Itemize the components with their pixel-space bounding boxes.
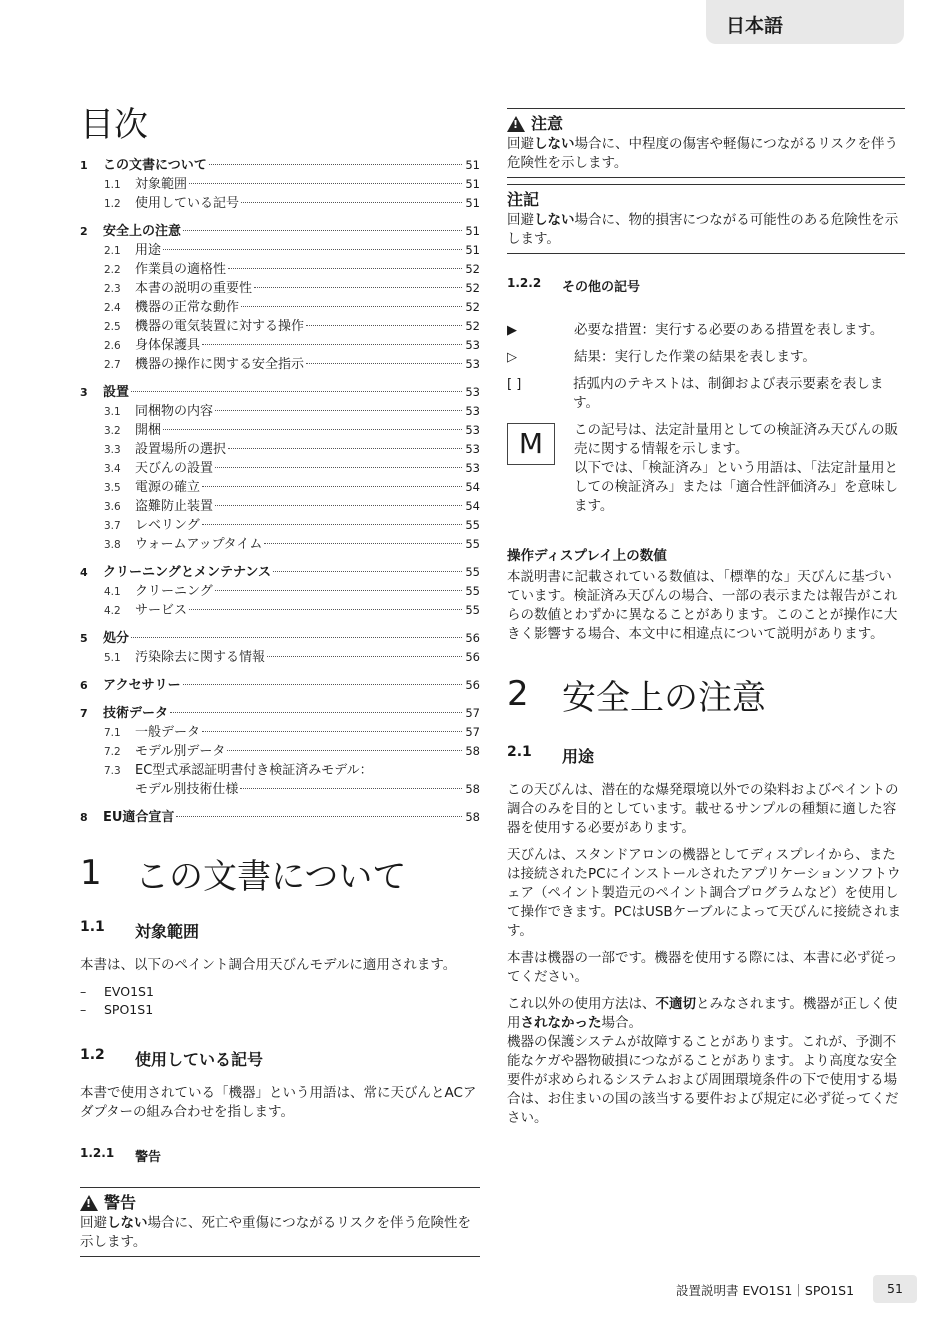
toc-group [80,808,480,827]
toc-subentry[interactable]: 7.2 モデル別データ 58 [104,744,480,759]
intended-use-para: この天びんは、潜在的な爆発環境以外での染料およびペイントの調合のみを目的としています。載せるサンプルの種類に適した容器を使用する必要があります。 [507,782,899,836]
toc-subentry[interactable]: 3.7 レベリング 55 [104,518,480,533]
action-arrow-icon: ▶ [507,323,517,338]
section-2-1-heading: 2.1 用途 [507,744,595,766]
model-item: – SPO1S1 [80,1002,154,1017]
scope-text: 本書は、以下のペイント調合用天びんモデルに適用されます。 [80,957,457,973]
symbol-row: ▷ 結果：実行した作業の結果を表します。 [507,349,816,365]
toc-subentry[interactable]: 3.6 盗難防止装置 54 [104,499,480,514]
toc-subentry-cont[interactable]: モデル別技術仕様 58 [135,782,480,797]
model-item: – EVO1S1 [80,984,154,999]
toc-subentry[interactable]: 3.2 開梱 53 [104,423,480,438]
toc-group [80,704,480,799]
page-number: 51 [873,1275,917,1303]
section-1-heading: 1 この文書について [80,853,407,897]
manual-part-para: 本書は機器の一部です。機器を使用する際には、本書に必ず従ってください。 [507,950,898,985]
symbol-row: ▶ 必要な措置：実行する必要のある措置を表します。 [507,322,884,338]
toc-subentry[interactable]: 2.5 機器の電気装置に対する操作 52 [104,319,480,334]
symbol-row: [ ] 括弧内のテキストは、制御および表示要素を表します。 [507,376,884,411]
toc-subentry[interactable]: 2.3 本書の説明の重要性 52 [104,281,480,296]
bracket-icon: [ ] [507,377,522,392]
result-arrow-icon: ▷ [507,350,517,365]
section-1-2-2-heading: 1.2.2 その他の記号 [507,276,641,295]
right-column [507,108,905,1136]
caution-triangle-icon: ! [507,116,525,132]
toc-entry[interactable]: 4 クリーニングとメンテナンス 55 [80,565,480,580]
toc-subentry[interactable]: 2.7 機器の操作に関する安全指示 53 [104,357,480,372]
section-1-1-heading: 1.1 対象範囲 [80,919,200,941]
operation-para: 天びんは、スタンドアロンの機器としてディスプレイから、または接続されたPCにインストールされたアプリケーションソフトウェア（ペイント製造元のペイント調合プログラムなど）を使用して操作できます。PCはUSBケーブルによって天びんに接続されます。 [507,847,901,939]
toc-subentry[interactable]: 1.2 使用している記号 51 [104,196,480,211]
toc-subentry[interactable]: 3.4 天びんの設置 53 [104,461,480,476]
toc-subentry[interactable]: 3.3 設置場所の選択 53 [104,442,480,457]
toc-subentry[interactable]: 1.1 対象範囲 51 [104,177,480,192]
toc-entry[interactable]: 6 アクセサリー 56 [80,678,480,693]
notice-box: 注記 回避しない場合に、物的損害につながる可能性のある危険性を示します。 [507,184,905,254]
toc-group [80,563,480,620]
toc-entry[interactable]: 7 技術データ 57 [80,706,480,721]
section-2-heading: 2 安全上の注意 [507,674,766,718]
section-1-2-1-heading: 1.2.1 警告 [80,1146,162,1165]
warning-triangle-icon: ! [80,1195,98,1211]
caution-box: ! 注意 回避しない場合に、中程度の傷害や軽傷につながるリスクを伴う危険性を示します。 [507,108,905,178]
toc-group [80,383,480,554]
display-values-text: 本説明書に記載されている数値は、「標準的な」天びんに基づいています。検証済み天びんの場合、一部の表示または報告がこれらの数値とわずかに異なることがあります。このことが操作に大きく影響する場合、本文中に相違点について説明があります。 [507,569,898,642]
toc-subentry[interactable]: 7.3 EC型式承認証明書付き検証済みモデル： [104,763,373,778]
m-symbol-row: M この記号は、法定計量用としての検証済み天びんの販売に関する情報を示します。 以下では、「検証済み」という用語は、「法定計量用としての検証済み」または「適合性評価済み」を意味します。 [507,421,905,516]
warning-box: ! 警告 回避しない場合に、死亡や重傷につながるリスクを伴う危険性を示します。 [80,1187,480,1257]
toc-subentry[interactable]: 3.5 電源の確立 54 [104,480,480,495]
toc-subentry[interactable]: 4.2 サービス 55 [104,603,480,618]
language-tab: 日本語 [706,0,904,44]
toc-subentry[interactable]: 7.1 一般データ 57 [104,725,480,740]
toc-list [80,156,480,827]
toc-entry[interactable]: 5 処分 56 [80,631,480,646]
toc-group [80,156,480,213]
toc-entry[interactable]: 1 この文書について 51 [80,158,480,173]
toc-subentry[interactable]: 2.1 用途 51 [104,243,480,258]
left-column [80,105,480,1257]
toc-group [80,676,480,695]
toc-group [80,629,480,667]
section-1-2-heading: 1.2 使用している記号 [80,1047,264,1069]
footer-doc-title: 設置説明書 EVO1S1｜SPO1S1 [676,1283,855,1298]
symbols-intro-text: 本書で使用されている「機器」という用語は、常に天びんとACアダプターの組み合わせを指します。 [80,1085,477,1120]
improper-use-para: これ以外の使用方法は、不適切とみなされます。機器が正しく使用されなかった場合。 機器の保護システムが故障することがあります。これが、予測不能なケガや器物破損につながることがあります。より高度な安全要件が求められるシステムおよび周囲環境条件の下で使用する場合は、お住まいの国の該当する要件および規定に必ず従ってください。 [507,996,899,1126]
metrology-m-icon: M [507,423,555,465]
toc-subentry[interactable]: 2.2 作業員の適格性 52 [104,262,480,277]
display-values-heading: 操作ディスプレイ上の数値 [507,548,667,564]
toc-subentry[interactable]: 2.4 機器の正常な動作 52 [104,300,480,315]
toc-entry[interactable]: 2 安全上の注意 51 [80,224,480,239]
toc-entry[interactable]: 3 設置 53 [80,385,480,400]
toc-subentry[interactable]: 3.8 ウォームアップタイム 55 [104,537,480,552]
toc-subentry[interactable]: 3.1 同梱物の内容 53 [104,404,480,419]
toc-group [80,222,480,374]
toc-subentry[interactable]: 4.1 クリーニング 55 [104,584,480,599]
toc-subentry[interactable]: 5.1 汚染除去に関する情報 56 [104,650,480,665]
toc-entry[interactable]: 8 EU適合宣言 58 [80,810,480,825]
toc-subentry[interactable]: 2.6 身体保護具 53 [104,338,480,353]
toc-title: 目次 [80,105,148,145]
